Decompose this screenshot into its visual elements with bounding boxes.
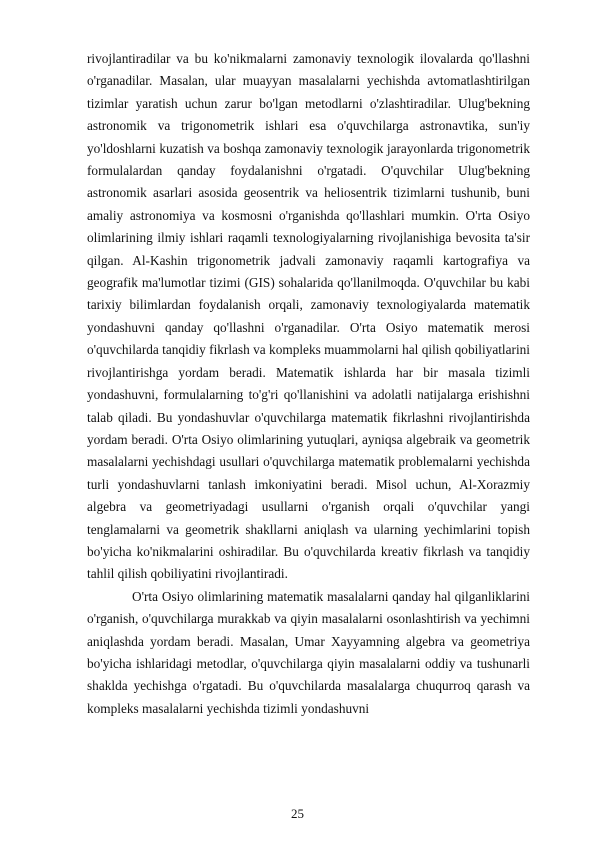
body-text [87, 48, 530, 720]
paragraph-2: O'rta Osiyo olimlarining matematik masalalarni qanday hal qilganliklarini o'rganish, o'quvchilarga murakkab va qiyin masalalarni osonlashtirish va yechimni aniqlashda yordam beradi. Masalan, Umar Xayyamning algebra va geometriya bo'yicha ishlaridagi metodlar, o'quvchilarga qiyin masalalarni oddiy va tushunarli shaklda yechishga o'rgatadi. Bu o'quvchilarda masalalarga chuqurroq qarash va kompleks masalalarni yechishda tizimli yondashuvni [87, 588, 530, 716]
paragraph-1: rivojlantiradilar va bu ko'nikmalarni zamonaviy texnologik ilovalarda qo'llashni o'rganadilar. Masalan, ular muayyan masalalarni yechishda avtomatlashtirilgan tizimlar yaratish uchun zarur bo'lgan metodlarni o'zlashtiradilar. Ulug'bekning astronomik va trigonometrik ishlari esa o'quvchilarga astronavtika, sun'iy yo'ldoshlarni kuzatish va boshqa zamonaviy texnologik jarayonlarda trigonometrik formulalardan qanday foydalanishni o'rgatadi. O'quvchilar Ulug'bekning astronomik asarlari asosida geosentrik va heliosentrik tizimlarni tushunib, buni amaliy astronomiya va kosmosni o'rganishda qo'llashlari mumkin. O'rta Osiyo olimlarining ilmiy ishlari raqamli texnologiyalarning rivojlanishiga bevosita ta'sir qilgan. Al-Kashin trigonometrik jadvali zamonaviy raqamli kartografiya va geografik ma'lumotlar tizimi (GIS) sohalarida qo'llanilmoqda. O'quvchilar bu kabi tarixiy bilimlardan foydalanish orqali, zamonaviy texnologiyalarda matematik yondashuvni qanday qo'llashni o'rganadilar. O'rta Osiyo matematik merosi o'quvchilarda tanqidiy fikrlash va kompleks muammolarni hal qilish qobiliyatlarini rivojlantirishga yordam beradi. Matematik ishlarda har bir masala tizimli yondashuvni, formulalarning to'g'ri qo'llanishini va adolatli natijalarga erishishni talab qiladi. Bu yondashuvlar o'quvchilarga matematik fikrlashni rivojlantirishda yordam beradi. O'rta Osiyo olimlarining yutuqlari, ayniqsa algebraik va geometrik masalalarni yechishdagi usullari o'quvchilarga matematik problemalarni yechishda turli yondashuvlarni tanlash imkoniyatini beradi. Misol uchun, Al-Xorazmiy algebra va geometriyadagi usullarni o'rganish orqali o'quvchilar yangi tenglamalarni va geometrik shakllarni aniqlash va ularning yechimlarini topish bo'yicha ko'nikmalarini oshiradilar. Bu o'quvchilarda kreativ fikrlash va tanqidiy tahlil qilish qobiliyatini rivojlantiradi. [87, 51, 530, 582]
page-number: 25 [291, 806, 304, 821]
